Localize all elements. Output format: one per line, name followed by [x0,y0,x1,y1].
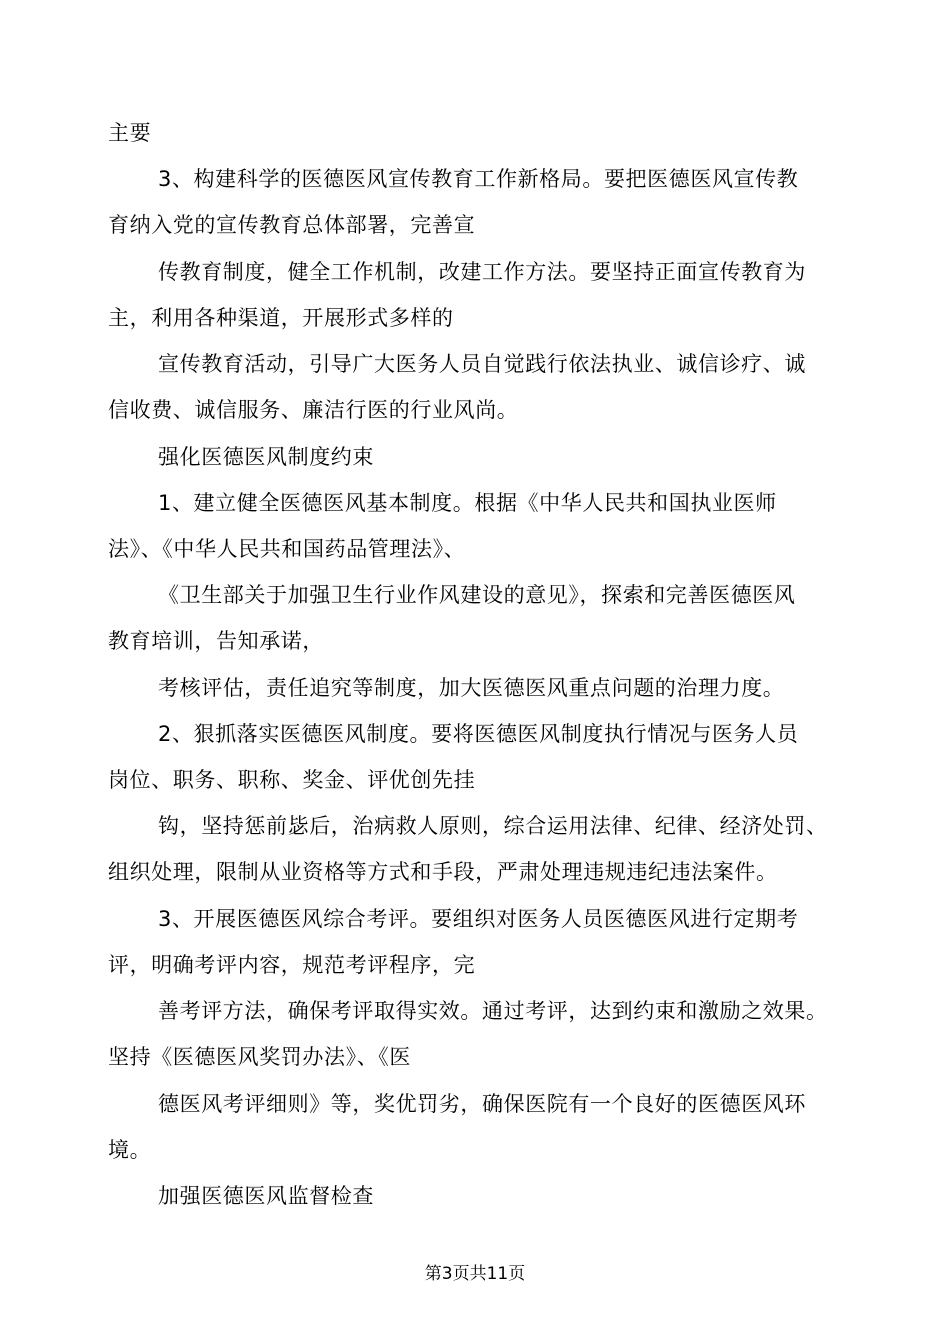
text-line: 钩，坚持惩前毖后，治病救人原则，综合运用法律、纪律、经济处罚、 [158,814,828,838]
text-line: 3、开展医德医风综合考评。要组织对医务人员医德医风进行定期考 [158,907,799,931]
text-line: 传教育制度，健全工作机制，改建工作方法。要坚持正面宣传教育为 [158,260,806,284]
text-line: 组织处理，限制从业资格等方式和手段，严肃处理违规违纪违法案件。 [108,860,778,884]
text-line: 3、构建科学的医德医风宣传教育工作新格局。要把医德医风宣传教 [158,167,799,191]
text-line: 教育培训，告知承诺， [108,629,324,653]
text-line: 《卫生部关于加强卫生行业作风建设的意见》，探索和完善医德医风 [158,583,796,607]
text-line: 宣传教育活动，引导广大医务人员自觉践行依法执业、诚信诊疗、诚 [158,352,806,376]
text-line: 评，明确考评内容，规范考评程序，完 [108,953,476,977]
section-heading: 加强医德医风监督检查 [158,1184,374,1208]
text-line: 善考评方法，确保考评取得实效。通过考评，达到约束和激励之效果。 [158,999,828,1023]
section-heading: 强化医德医风制度约束 [158,445,374,469]
text-line: 考核评估，责任追究等制度，加大医德医风重点问题的治理力度。 [158,676,785,700]
text-line: 2、狠抓落实医德医风制度。要将医德医风制度执行情况与医务人员 [158,722,799,746]
text-line: 信收费、诚信服务、廉洁行医的行业风尚。 [108,398,519,422]
text-line: 1、建立健全医德医风基本制度。根据《中华人民共和国执业医师 [158,491,777,515]
text-line: 德医风考评细则》等，奖优罚劣，确保医院有一个良好的医德医风环 [158,1092,806,1116]
text-line: 主要 [108,121,152,145]
text-line: 坚持《医德医风奖罚办法》、《医 [108,1045,411,1069]
text-line: 主，利用各种渠道，开展形式多样的 [108,306,454,330]
text-line: 岗位、职务、职称、奖金、评优创先挂 [108,768,476,792]
text-line: 育纳入党的宣传教育总体部署，完善宣 [108,213,476,237]
text-line: 境。 [108,1138,152,1162]
text-line: 法》、《中华人民共和国药品管理法》、 [108,537,466,561]
page-number-footer: 第3页共11页 [424,1264,526,1284]
